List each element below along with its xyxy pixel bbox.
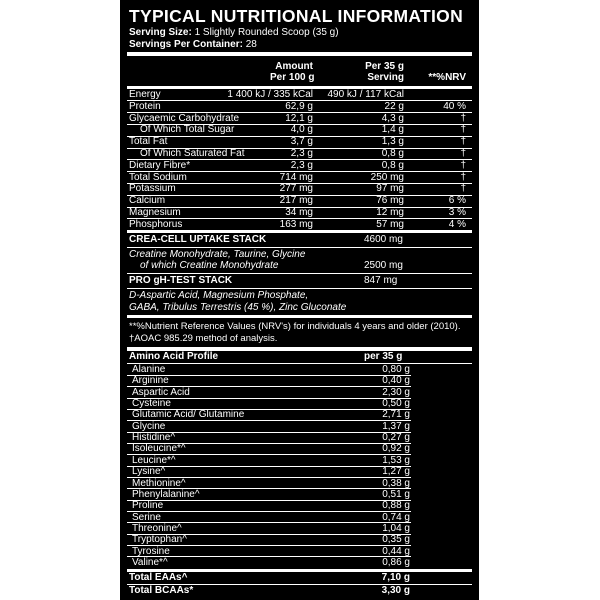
total-bcaas-value: 3,30 g bbox=[381, 585, 410, 596]
nutrient-per100: 4,0 g bbox=[290, 124, 313, 136]
nutrient-per35: 0,8 g bbox=[381, 159, 404, 171]
pro-divider-top bbox=[127, 273, 472, 274]
header-amount-line1: Amount bbox=[275, 61, 313, 72]
nutrient-per35: 22 g bbox=[384, 100, 404, 112]
amino-value: 0,74 g bbox=[382, 511, 410, 523]
amino-name: Tyrosine bbox=[132, 545, 170, 557]
amino-name: Isoleucine*^ bbox=[132, 443, 186, 455]
nutrient-nrv: † bbox=[460, 136, 466, 148]
nutrient-per100: 2,3 g bbox=[290, 159, 313, 171]
amino-value: 0,44 g bbox=[382, 545, 410, 557]
nutrient-name: Potassium bbox=[129, 183, 176, 195]
amino-name: Histidine^ bbox=[132, 432, 176, 444]
amino-value: 1,27 g bbox=[382, 466, 410, 478]
amino-name: Alanine bbox=[132, 364, 166, 375]
servings-label: Servings Per Container: bbox=[129, 39, 243, 50]
amino-value: 0,51 g bbox=[382, 488, 410, 500]
amino-name: Glycine bbox=[132, 420, 166, 432]
amino-name: Glutamic Acid/ Glutamine bbox=[132, 409, 245, 421]
nutrient-name: Of Which Saturated Fat bbox=[140, 148, 245, 159]
amino-value: 0,35 g bbox=[382, 534, 410, 546]
total-bcaas-label: Total BCAAs* bbox=[129, 585, 194, 596]
nutrient-nrv: 40 % bbox=[443, 100, 466, 112]
amino-name: Valine*^ bbox=[132, 556, 168, 568]
nutrient-nrv: † bbox=[460, 159, 466, 171]
header-per35-line1: Per 35 g bbox=[365, 61, 404, 72]
amino-value: 0,27 g bbox=[382, 432, 410, 444]
nutrient-name: Total Sodium bbox=[129, 171, 187, 183]
amino-value: 1,53 g bbox=[382, 454, 410, 466]
amino-name: Methionine^ bbox=[132, 477, 186, 489]
total-eaas-value: 7,10 g bbox=[381, 572, 410, 583]
crea-divider bbox=[127, 247, 472, 248]
panel-title: TYPICAL NUTRITIONAL INFORMATION bbox=[129, 6, 464, 26]
amino-name: Lysine^ bbox=[132, 466, 166, 478]
nutrient-name: Dietary Fibre* bbox=[129, 159, 191, 171]
nutrient-name: Magnesium bbox=[129, 207, 181, 218]
nutrient-per35: 0,8 g bbox=[381, 148, 404, 159]
nutrient-per100: 217 mg bbox=[279, 195, 313, 207]
footnote-aoac: †AOAC 985.29 method of analysis. bbox=[129, 333, 278, 344]
header-nrv: **%NRV bbox=[428, 72, 466, 83]
amino-name: Serine bbox=[132, 511, 161, 523]
nutrient-name: Glycaemic Carbohydrate bbox=[129, 112, 240, 124]
nutrient-per35: 97 mg bbox=[376, 183, 404, 195]
thick-divider-footnote bbox=[127, 315, 472, 318]
nutrient-per35: 76 mg bbox=[376, 195, 404, 207]
nutrient-per35: 250 mg bbox=[370, 171, 404, 183]
nutrient-nrv: 3 % bbox=[448, 207, 466, 218]
amino-name: Arginine bbox=[132, 375, 169, 387]
header-per35-line2: Serving bbox=[367, 72, 404, 83]
amino-value: 0,38 g bbox=[382, 477, 410, 489]
nutrient-per100: 163 mg bbox=[279, 218, 313, 230]
amino-value: 1,04 g bbox=[382, 522, 410, 534]
nutrient-name: Protein bbox=[129, 100, 161, 112]
serving-size-value: 1 Slightly Rounded Scoop (35 g) bbox=[194, 27, 339, 38]
nutrient-nrv: † bbox=[460, 124, 466, 136]
nutrient-per100: 714 mg bbox=[279, 171, 313, 183]
nutrient-name: Calcium bbox=[129, 195, 166, 207]
crea-stack-name: CREA-CELL UPTAKE STACK bbox=[129, 234, 267, 245]
nutrient-nrv: † bbox=[460, 112, 466, 124]
nutrient-per100: 34 mg bbox=[285, 207, 313, 218]
amino-value: 0,88 g bbox=[382, 500, 410, 512]
nutrient-per100: 12,1 g bbox=[285, 112, 313, 124]
amino-name: Cysteine bbox=[132, 398, 171, 410]
amino-value: 2,30 g bbox=[382, 386, 410, 398]
crea-ingredients: Creatine Monohydrate, Taurine, Glycine bbox=[129, 249, 306, 260]
total-eaas-label: Total EAAs^ bbox=[129, 572, 188, 583]
nutrient-per35: 1,3 g bbox=[381, 136, 404, 148]
servings-value: 28 bbox=[245, 39, 257, 50]
amino-header-value: per 35 g bbox=[364, 351, 403, 362]
pro-stack-name: PRO gH-TEST STACK bbox=[129, 275, 233, 286]
amino-name: Tryptophan^ bbox=[132, 534, 187, 546]
nutrient-per35: 57 mg bbox=[376, 218, 404, 230]
amino-value: 0,50 g bbox=[382, 398, 410, 410]
nutrient-per35: 4,3 g bbox=[381, 112, 404, 124]
amino-value: 1,37 g bbox=[382, 420, 410, 432]
nutrient-nrv: 4 % bbox=[448, 218, 466, 230]
pro-ingredients-line1: D-Aspartic Acid, Magnesium Phosphate, bbox=[129, 290, 309, 301]
nutrient-name: Total Fat bbox=[129, 136, 168, 148]
servings-per-container bbox=[129, 39, 257, 50]
header-per35 bbox=[350, 61, 404, 83]
amino-value: 0,40 g bbox=[382, 375, 410, 387]
amino-name: Proline bbox=[132, 500, 164, 512]
amino-header-name: Amino Acid Profile bbox=[129, 351, 219, 362]
nutrient-per35: 1,4 g bbox=[381, 124, 404, 136]
nutrient-name: Of Which Total Sugar bbox=[140, 124, 235, 136]
nutrient-per100: 2,3 g bbox=[290, 148, 313, 159]
amino-value: 0,86 g bbox=[382, 556, 410, 568]
header-amount bbox=[270, 61, 313, 83]
crea-sub-label: of which Creatine Monohydrate bbox=[140, 260, 279, 271]
nutrient-nrv: 6 % bbox=[448, 195, 466, 207]
serving-size bbox=[129, 27, 339, 38]
nutrient-nrv bbox=[420, 89, 466, 101]
amino-value: 0,92 g bbox=[382, 443, 410, 455]
nutrient-nrv: † bbox=[460, 171, 466, 183]
nutrient-name: Energy bbox=[129, 89, 161, 100]
nutrient-per100: 62,9 g bbox=[285, 100, 313, 112]
amino-name: Leucine*^ bbox=[132, 454, 176, 466]
crea-sub-amount: 2500 mg bbox=[364, 260, 403, 271]
amino-name: Threonine^ bbox=[132, 522, 182, 534]
crea-stack-amount: 4600 mg bbox=[364, 234, 403, 245]
amino-name: Phenylalanine^ bbox=[132, 488, 200, 500]
amino-name: Aspartic Acid bbox=[132, 386, 190, 398]
nutrient-nrv: † bbox=[460, 148, 466, 159]
amino-header-divider bbox=[127, 363, 472, 364]
serving-size-label: Serving Size: bbox=[129, 27, 192, 38]
thick-divider-stack bbox=[127, 230, 472, 233]
nutrient-per100: 277 mg bbox=[279, 183, 313, 195]
amino-value: 2,71 g bbox=[382, 409, 410, 421]
pro-stack-amount: 847 mg bbox=[364, 275, 398, 286]
nutrient-per35: 490 kJ / 117 kCal bbox=[327, 89, 404, 100]
thick-divider-top bbox=[127, 52, 472, 56]
pro-divider bbox=[127, 288, 472, 289]
pro-ingredients-line2: GABA, Tribulus Terrestris (45 %), Zinc Gluconate bbox=[129, 302, 347, 313]
footnote-nrv: **%Nutrient Reference Values (NRV's) for individuals 4 years and older (2010). bbox=[129, 321, 461, 332]
nutrient-per100: 1 400 kJ / 335 kCal bbox=[227, 89, 313, 100]
amino-value: 0,80 g bbox=[382, 364, 410, 375]
nutrient-name: Phosphorus bbox=[129, 218, 183, 230]
nutrient-per100: 3,7 g bbox=[290, 136, 313, 148]
header-amount-line2: Per 100 g bbox=[270, 72, 315, 83]
nutrient-nrv: † bbox=[460, 183, 466, 195]
nutrient-per35: 12 mg bbox=[376, 207, 404, 218]
nutrition-panel bbox=[120, 0, 479, 600]
